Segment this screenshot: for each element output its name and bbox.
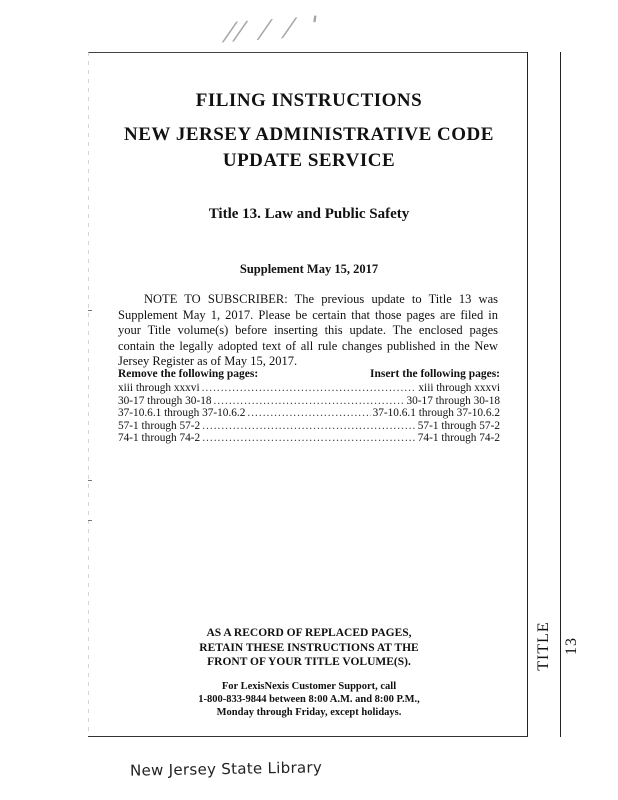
page-row <box>118 382 500 395</box>
note-to-subscriber <box>118 292 498 370</box>
insert-heading: Insert the following pages: <box>369 368 500 380</box>
note-text: NOTE TO SUBSCRIBER: The previous update to Title 13 was Supplement May 1, 2017. Please be certain that those pages are filed in your Title volume(s) before inserting this update. The enclosed pages contain the legally adopted text of all rule changes published in the New Jersey Register as of May 15, 2017. <box>118 292 498 368</box>
insert-pages: 74-1 through 74-2 <box>417 432 500 444</box>
title-tab-label: TITLE 13 <box>535 621 580 671</box>
page-frame-right <box>527 52 528 737</box>
insert-pages: xiii through xxxvi <box>418 382 500 394</box>
leader-dots <box>202 432 416 445</box>
customer-support <box>100 680 518 719</box>
pages-list <box>118 382 500 445</box>
leader-dots <box>247 407 370 420</box>
filing-instructions-heading: FILING INSTRUCTIONS <box>195 90 423 111</box>
page-frame-bottom <box>88 736 528 737</box>
page-row <box>118 395 500 408</box>
page-row <box>118 407 500 420</box>
remove-pages: 30-17 through 30-18 <box>118 394 212 407</box>
support-line1: For LexisNexis Customer Support, call <box>221 681 397 692</box>
page-frame-left <box>88 52 89 737</box>
record-notice <box>100 626 518 670</box>
record-line2: RETAIN THESE INSTRUCTIONS AT THE <box>199 641 419 654</box>
remove-pages: 57-1 through 57-2 <box>118 419 201 432</box>
remove-heading: Remove the following pages: <box>118 368 259 380</box>
code-title-line2: UPDATE SERVICE <box>222 150 396 171</box>
handwritten-scribble: ⁄⁄ ⁄ ⁄ ˈ <box>226 11 327 49</box>
supplement-date: Supplement May 15, 2017 <box>239 262 379 276</box>
record-line1: AS A RECORD OF REPLACED PAGES, <box>206 627 412 639</box>
leader-dots <box>202 382 417 395</box>
tab-strip-edge <box>560 52 561 737</box>
remove-pages: 37-10.6.1 through 37-10.6.2 <box>118 407 246 419</box>
leader-dots <box>214 395 405 408</box>
margin-mark <box>88 480 92 481</box>
insert-pages: 57-1 through 57-2 <box>417 419 500 432</box>
page-frame-top <box>88 52 528 53</box>
remove-pages: 74-1 through 74-2 <box>118 432 201 444</box>
support-line2: 1-800-833-9844 between 8:00 A.M. and 8:00 P.M., <box>198 694 420 705</box>
remove-pages: xiii through xxxvi <box>118 382 200 394</box>
leader-dots <box>202 420 416 433</box>
support-line3: Monday through Friday, except holidays. <box>216 707 402 718</box>
page-row <box>118 420 500 433</box>
page-row <box>118 432 500 445</box>
insert-pages: 30-17 through 30-18 <box>406 394 500 407</box>
margin-mark <box>88 520 92 521</box>
record-line3: FRONT OF YOUR TITLE VOLUME(S). <box>207 656 411 668</box>
margin-mark <box>88 310 92 311</box>
title-heading: Title 13. Law and Public Safety <box>208 206 410 222</box>
insert-pages: 37-10.6.1 through 37-10.6.2 <box>372 407 500 419</box>
code-title-line1: NEW JERSEY ADMINISTRATIVE CODE <box>124 124 494 145</box>
library-stamp: New Jersey State Library <box>129 758 323 780</box>
